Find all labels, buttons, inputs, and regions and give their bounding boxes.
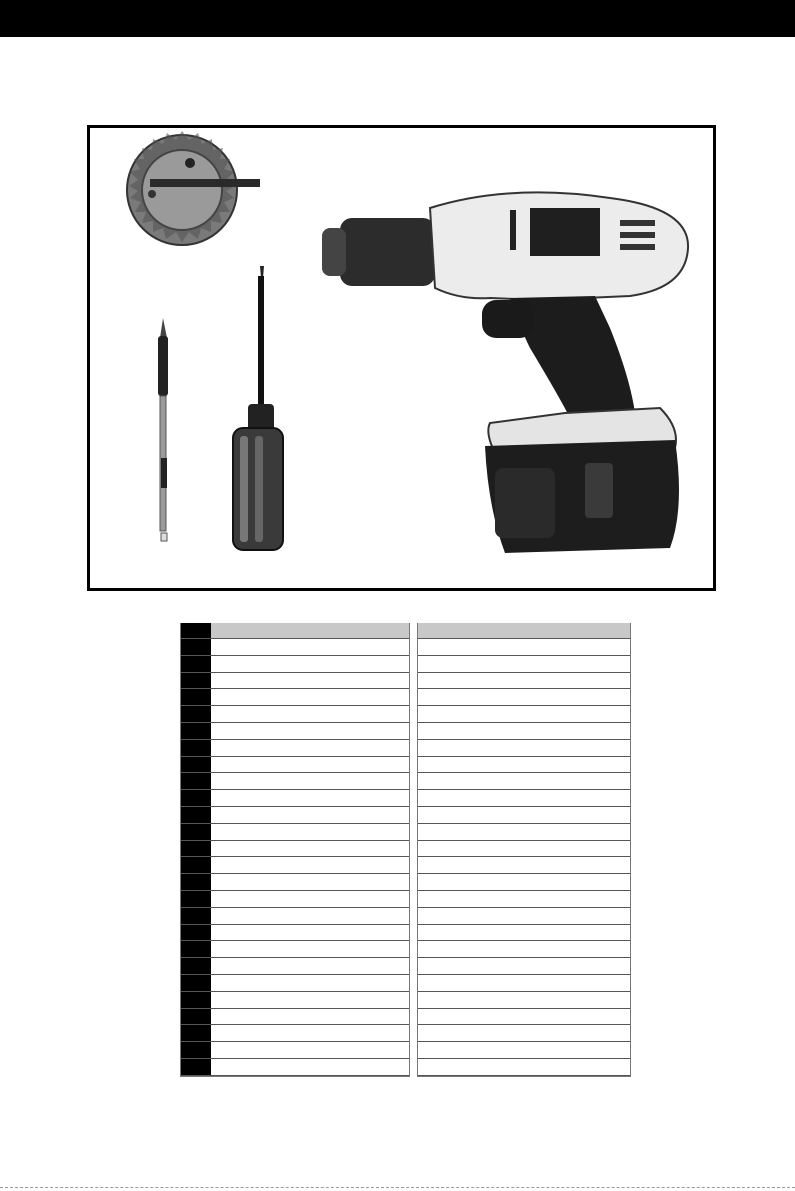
table-row [418,992,630,1009]
tools-photo [87,125,716,591]
table-row [181,1042,409,1059]
table-row [418,958,630,975]
table-row [418,689,630,706]
row-number-cell [181,824,211,840]
table-row [418,656,630,673]
table-row [418,1059,630,1076]
row-number-cell [181,975,211,991]
table-cell [211,1059,409,1075]
table-row [418,824,630,841]
hole-saw [127,131,260,245]
table-cell [211,975,409,991]
row-number-cell [181,639,211,655]
screwdriver [233,266,283,550]
table-row [181,673,409,690]
table-row [181,639,409,656]
table-cell [211,757,409,773]
row-number-cell [181,1042,211,1058]
row-number-cell [181,841,211,857]
table-row [181,1009,409,1026]
row-number-cell [181,925,211,941]
table-row [418,1009,630,1026]
table-row [181,656,409,673]
parts-table-right [417,623,631,1077]
table-cell [211,1042,409,1058]
table-cell [211,925,409,941]
tools-illustration [90,128,713,588]
table-cell [211,773,409,789]
table-cell [211,790,409,806]
table-cell [418,790,630,806]
table-row [181,706,409,723]
row-number-cell [181,908,211,924]
table-cell [418,740,630,756]
table-cell [418,673,630,689]
table-row [418,639,630,656]
table-row [181,824,409,841]
pencil [158,318,168,541]
table-cell [211,706,409,722]
table-row [418,1025,630,1042]
table-row [181,925,409,942]
table-cell [211,689,409,705]
row-number-cell [181,757,211,773]
row-number-cell [181,689,211,705]
table-cell [211,673,409,689]
table-cell [211,958,409,974]
table-row [181,975,409,992]
table-row [418,706,630,723]
table-cell [211,723,409,739]
table-cell [418,874,630,890]
table-row [418,757,630,774]
row-number-cell [181,958,211,974]
table-cell [418,1025,630,1041]
table-row [418,925,630,942]
table-cell [418,941,630,957]
row-number-cell [181,1025,211,1041]
table-row [418,790,630,807]
row-number-cell [181,807,211,823]
row-number-cell [181,1009,211,1025]
row-number-cell [181,874,211,890]
table-cell [418,841,630,857]
row-number-cell [181,790,211,806]
table-cell [418,1042,630,1058]
table-cell [211,874,409,890]
table-row [418,874,630,891]
table-cell [418,807,630,823]
table-row [418,1042,630,1059]
table-row [181,790,409,807]
parts-table-left [180,623,410,1077]
table-row [181,908,409,925]
table-row [418,723,630,740]
row-number-cell [181,773,211,789]
cordless-drill [322,192,688,553]
table-row [418,908,630,925]
table-row [418,807,630,824]
table-row [418,891,630,908]
row-number-cell [181,673,211,689]
table-row [418,857,630,874]
table-cell [211,639,409,655]
table-cell [418,857,630,873]
row-number-cell [181,706,211,722]
top-header-bar [0,0,795,37]
bottom-dashed-rule [0,1187,795,1188]
row-number-cell [181,723,211,739]
table-row [418,740,630,757]
table-row [181,857,409,874]
table-cell [211,824,409,840]
row-number-cell [181,656,211,672]
table-cell [418,1059,630,1075]
table-row [181,841,409,858]
table-cell [211,1025,409,1041]
header-cell [211,623,409,638]
table-row [418,941,630,958]
table-row [181,891,409,908]
table-row [181,874,409,891]
table-header-row [418,623,630,639]
table-row [181,941,409,958]
table-cell [418,908,630,924]
table-cell [418,773,630,789]
table-cell [211,841,409,857]
row-number-cell [181,623,211,638]
table-cell [418,992,630,1008]
table-row [181,689,409,706]
row-number-cell [181,740,211,756]
table-cell [418,1009,630,1025]
row-number-cell [181,857,211,873]
table-row [181,740,409,757]
table-row [418,773,630,790]
row-number-cell [181,992,211,1008]
table-cell [211,941,409,957]
table-cell [211,656,409,672]
table-row [181,757,409,774]
row-number-cell [181,1059,211,1075]
header-cell [418,623,630,638]
table-cell [418,656,630,672]
table-cell [418,757,630,773]
table-cell [211,992,409,1008]
table-row [181,807,409,824]
table-row [181,773,409,790]
row-number-cell [181,891,211,907]
table-cell [418,891,630,907]
row-number-cell [181,941,211,957]
table-row [418,841,630,858]
table-row [181,723,409,740]
table-row [181,1059,409,1076]
table-row [418,975,630,992]
table-cell [418,706,630,722]
table-cell [211,908,409,924]
table-cell [418,639,630,655]
table-row [181,992,409,1009]
table-cell [418,689,630,705]
table-cell [418,824,630,840]
table-cell [418,975,630,991]
table-cell [211,807,409,823]
table-cell [418,958,630,974]
table-row [418,673,630,690]
table-cell [211,857,409,873]
table-cell [211,1009,409,1025]
table-cell [418,723,630,739]
table-cell [418,925,630,941]
table-row [181,958,409,975]
table-cell [211,891,409,907]
table-row [181,1025,409,1042]
table-cell [211,740,409,756]
table-header-row [181,623,409,639]
